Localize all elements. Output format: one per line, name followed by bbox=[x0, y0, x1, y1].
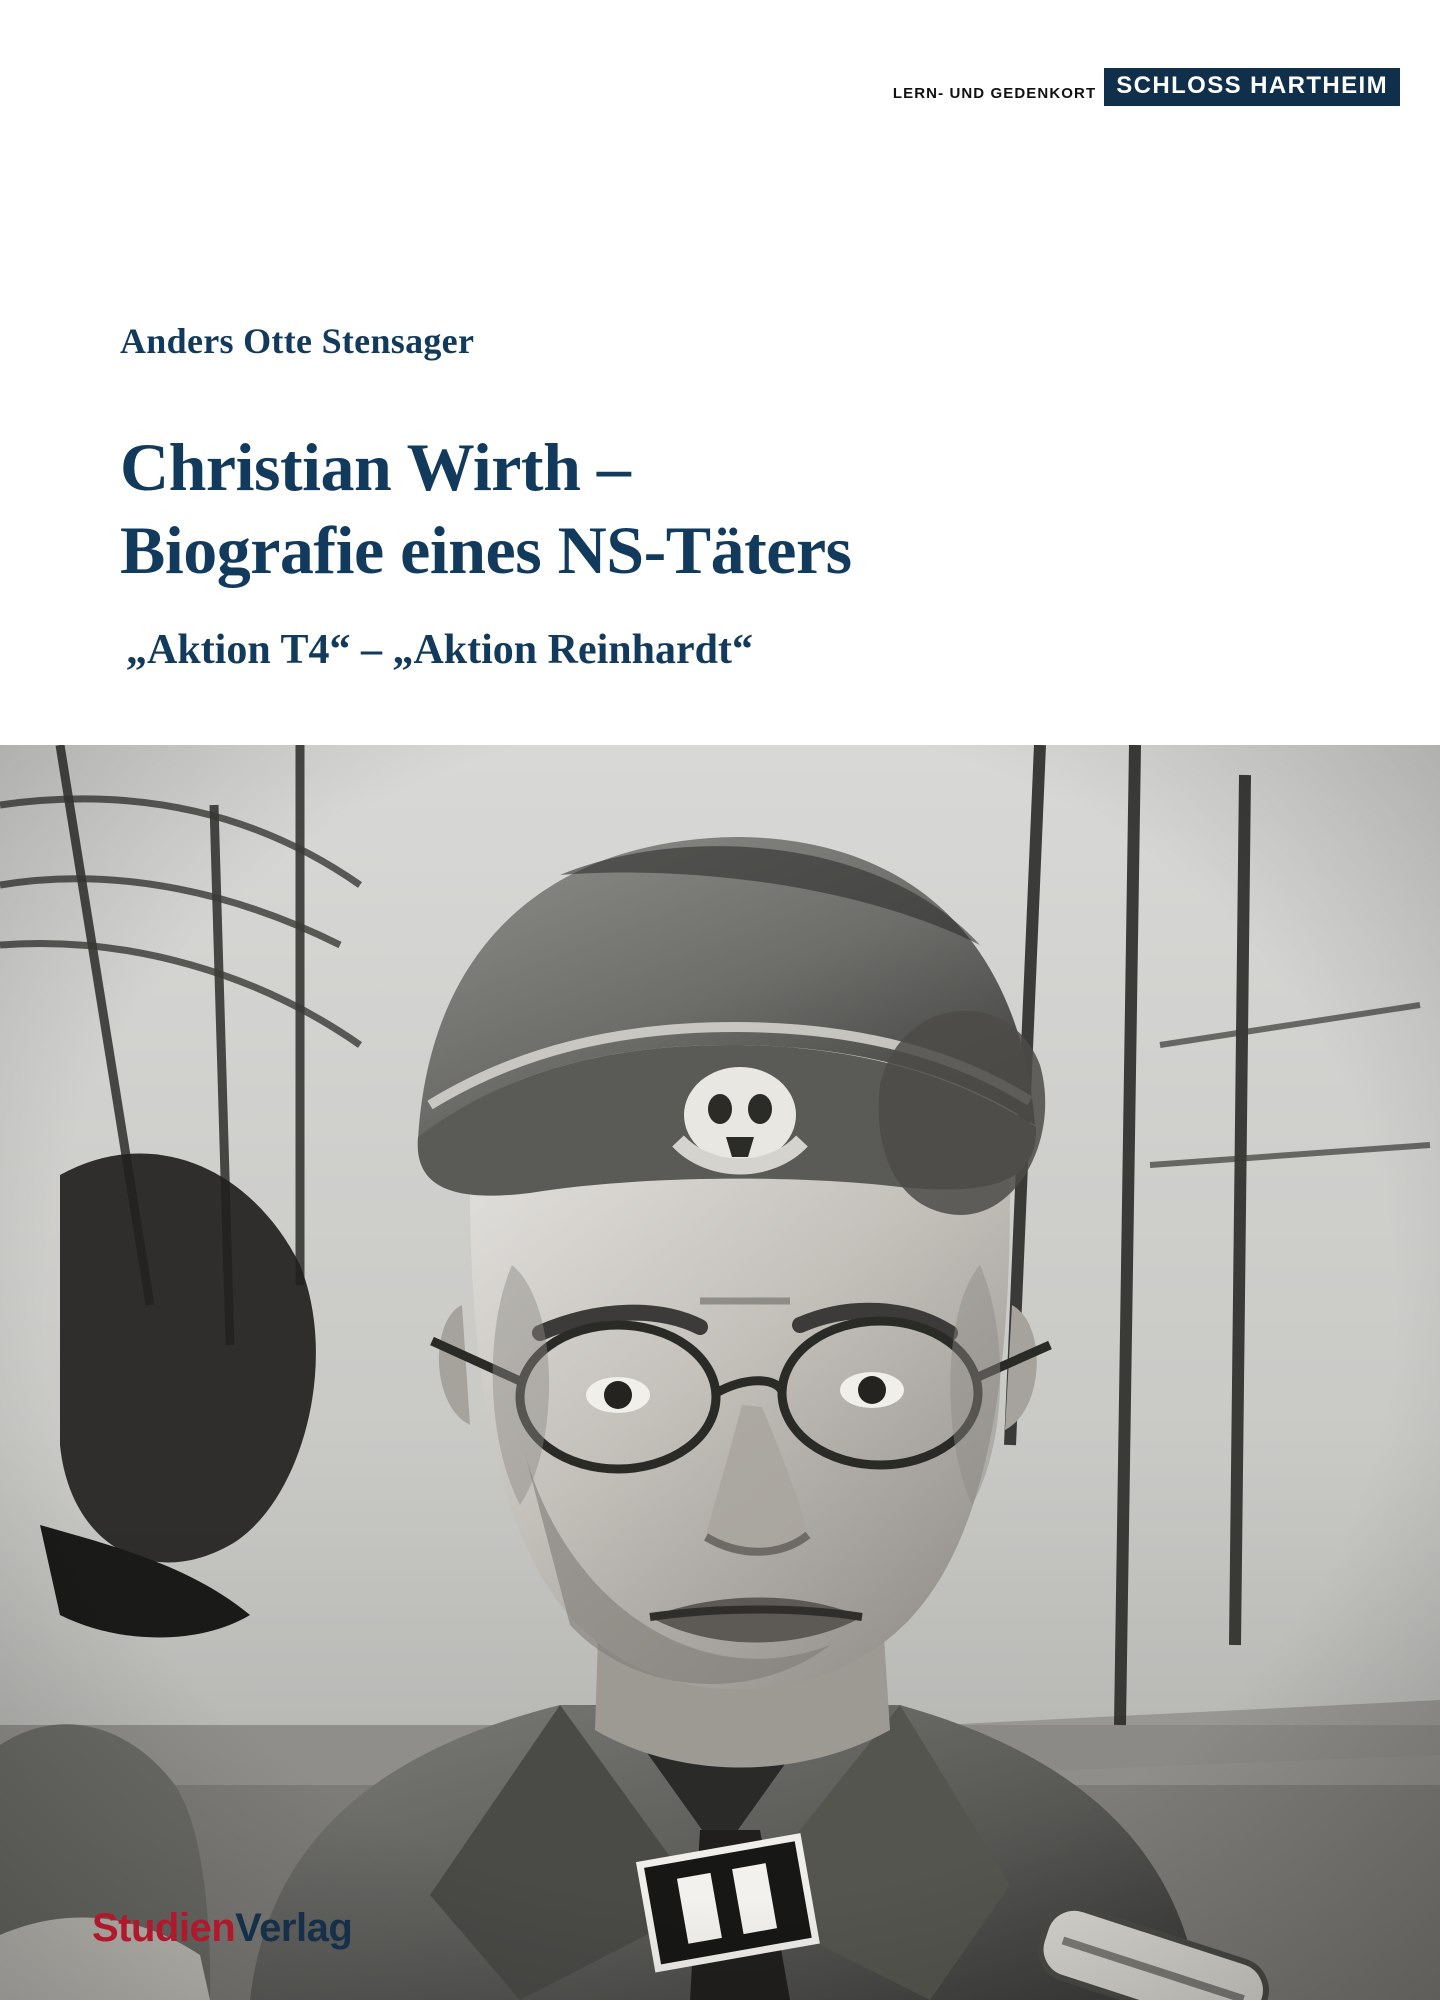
photograph-illustration bbox=[0, 745, 1440, 2000]
cover-photograph bbox=[0, 745, 1440, 2000]
institution-logo-subline: LERN- UND GEDENKORT bbox=[892, 85, 1097, 102]
publisher-logo-part-2: Verlag bbox=[235, 1906, 353, 1950]
institution-logo bbox=[893, 68, 1400, 106]
page-title-line-1: Christian Wirth – bbox=[120, 429, 631, 505]
publisher-logo-part-1: Studien bbox=[92, 1906, 236, 1950]
institution-logo-name: SCHLOSS HARTHEIM bbox=[1104, 68, 1400, 106]
publisher-logo bbox=[92, 1908, 352, 1948]
page-title-line-2: Biografie eines NS-Täters bbox=[120, 511, 852, 588]
page-title bbox=[120, 426, 1300, 592]
cover-title-block bbox=[120, 320, 1300, 674]
page-subtitle: „Aktion T4“ – „Aktion Reinhardt“ bbox=[126, 626, 754, 673]
author-name: Anders Otte Stensager bbox=[120, 321, 475, 361]
